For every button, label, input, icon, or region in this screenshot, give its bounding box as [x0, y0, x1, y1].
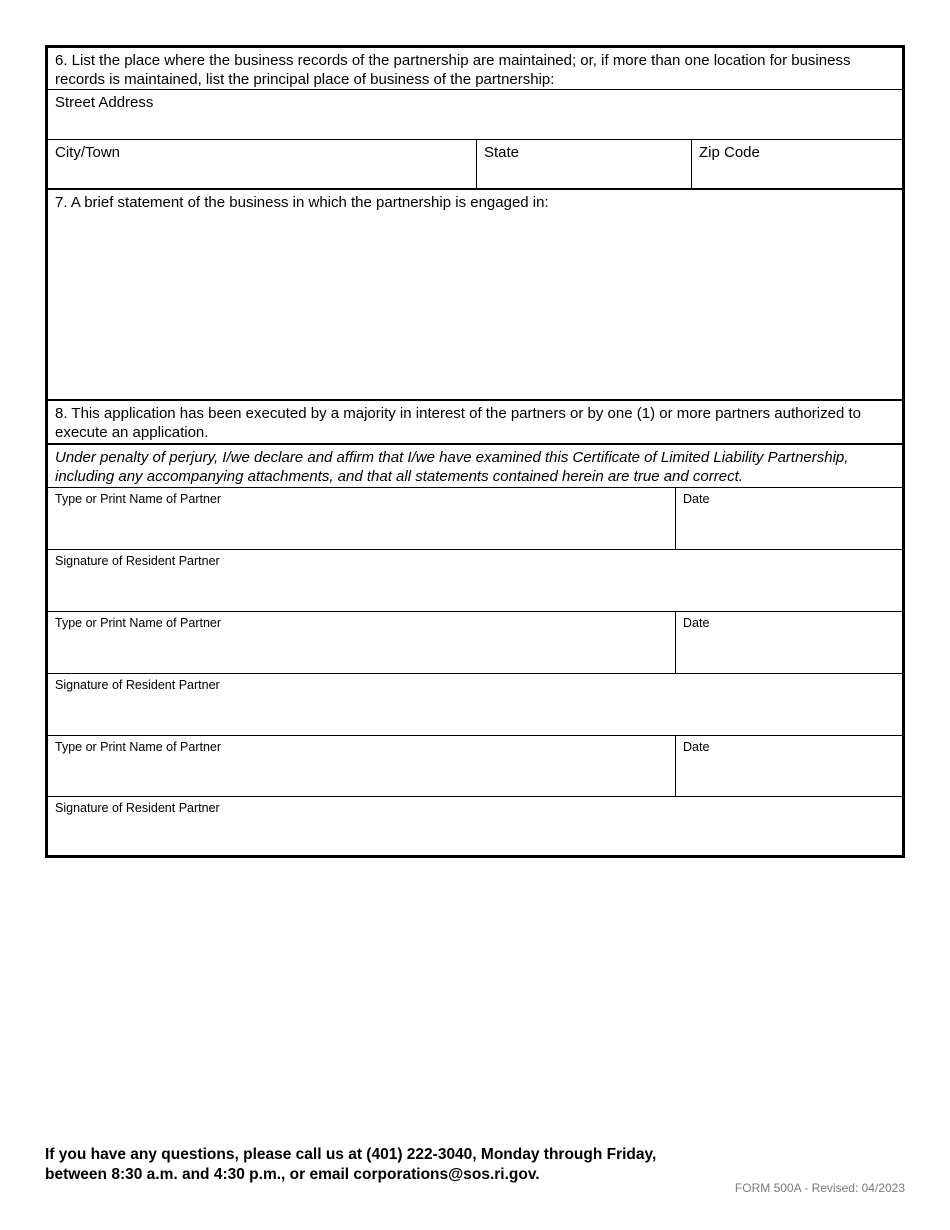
street-address-field[interactable]: [48, 90, 902, 140]
partner-1-signature-field[interactable]: [48, 550, 902, 612]
partner-2-date-field[interactable]: [675, 612, 902, 673]
partner-1-name-row: [48, 488, 902, 550]
date-label: Date: [683, 740, 710, 754]
partner-3-name-row: [48, 736, 902, 797]
signature-label: Signature of Resident Partner: [55, 678, 220, 692]
partner-3-name-field[interactable]: [48, 736, 675, 796]
contact-line-2: between 8:30 a.m. and 4:30 p.m., or email corporations@sos.ri.gov.: [45, 1166, 540, 1183]
partner-3-signature-field[interactable]: [48, 797, 902, 855]
contact-info: [45, 1145, 745, 1185]
section6-prompt: 6. List the place where the business records of the partnership are maintained; or, if more than one location for business records is maintained, list the principal place of business of the partnership:: [55, 52, 851, 88]
signature-label: Signature of Resident Partner: [55, 554, 220, 568]
state-field[interactable]: [476, 140, 691, 188]
zip-label: Zip Code: [699, 144, 760, 161]
partner-1-date-field[interactable]: [675, 488, 902, 549]
llp-form: [45, 45, 905, 858]
section8-prompt: 8. This application has been executed by a majority in interest of the partners or by one (1) or more partners authorized to execute an application.: [55, 405, 861, 441]
signature-label: Signature of Resident Partner: [55, 801, 220, 815]
perjury-statement: [48, 445, 902, 488]
partner-2-signature-field[interactable]: [48, 674, 902, 736]
partner-2-name-row: [48, 612, 902, 674]
partner-1-name-field[interactable]: [48, 488, 675, 549]
date-label: Date: [683, 616, 710, 630]
street-address-label: Street Address: [55, 94, 154, 111]
city-field[interactable]: [48, 140, 476, 188]
state-label: State: [484, 144, 520, 161]
partner-3-date-field[interactable]: [675, 736, 902, 796]
city-label: City/Town: [55, 144, 121, 161]
perjury-text: Under penalty of perjury, I/we declare and affirm that I/we have examined this Certificate of Limited Liability Partnership, including any accompanying attachments, and that all statements contained herein are true and correct.: [55, 449, 849, 485]
contact-line-1: If you have any questions, please call us at (401) 222-3040, Monday through Friday,: [45, 1146, 657, 1163]
business-statement-field[interactable]: [48, 190, 902, 401]
partner-2-name-field[interactable]: [48, 612, 675, 673]
partner-name-label: Type or Print Name of Partner: [55, 616, 222, 630]
zip-field[interactable]: [691, 140, 902, 188]
date-label: Date: [683, 492, 710, 506]
section6-header: [48, 48, 902, 90]
partner-name-label: Type or Print Name of Partner: [55, 740, 222, 754]
partner-name-label: Type or Print Name of Partner: [55, 492, 222, 506]
form-revision: FORM 500A - Revised: 04/2023: [734, 1181, 905, 1195]
city-state-zip-row: [48, 140, 902, 190]
section7-prompt: 7. A brief statement of the business in which the partnership is engaged in:: [55, 194, 549, 211]
section8-header: [48, 401, 902, 445]
